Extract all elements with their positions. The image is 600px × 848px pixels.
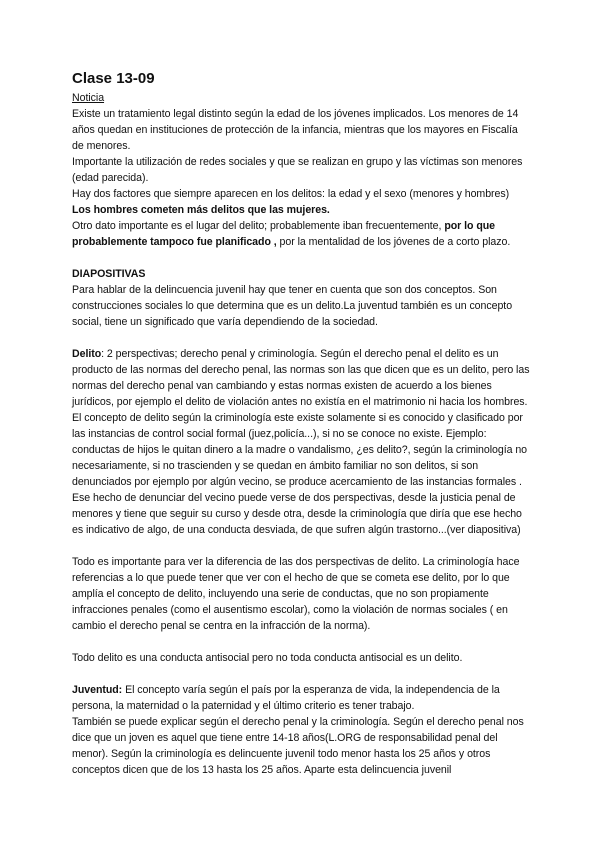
tambien-paragraph: También se puede explicar según el derecho penal y la criminología. Según el derecho penal nos dice que un joven es aquel que tiene entre 14-18 años(L.ORG de responsabilidad penal del menor). Según la criminología es delincuente juvenil todo menor hasta los 25 años y otros conceptos dicen que de los 13 hasta los 25 años. Aparte esta delincuencia juvenil xyxy=(72,716,524,776)
delito-label: Delito xyxy=(72,348,102,360)
document-page xyxy=(72,70,532,778)
diapositivas-heading-text: DIAPOSITIVAS xyxy=(72,268,146,280)
juventud-text: El concepto varía según el país por la esperanza de vida, la independencia de la persona, la maternidad o la paternidad y el último criterio es tener trabajo. xyxy=(72,684,500,712)
bold-statement: Los hombres cometen más delitos que las mujeres. xyxy=(72,204,330,216)
noticia-heading: Noticia xyxy=(72,92,105,104)
spacer xyxy=(72,634,532,650)
spacer xyxy=(72,538,532,554)
spacer xyxy=(72,330,532,346)
noticia-paragraph-2: Importante la utilización de redes sociales y que se realizan en grupo y las víctimas son menores (edad parecida). xyxy=(72,156,523,184)
juventud-label: Juventud: xyxy=(72,684,123,696)
delito-text: : 2 perspectivas; derecho penal y criminología. Según el derecho penal el delito es un producto de las normas del derecho penal, las normas son las que dicen que es un delito, pero las normas del derecho penal van cambiando y estas normas existen de acuerdo a los bienes jurídicos, por ejemplo el delito de violación antes no existía en el matrimonio ni hacia los hombres. El concepto de delito según la criminología este existe solamente si es conocido y clasificado por las instancias de control social formal (juez,policía...), si no se conoce no existe. Ejemplo: conductas de hijos le quitan dinero a la madre o vandalismo, ¿es delito?, según la criminología no necesariamente, si no trascienden y se quedan en ámbito familiar no son delitos, si son denunciados por ejemplo por algún vecino, se produce acercamiento de las instancias formales . Ese hecho de denunciar del vecino puede verse de dos perspectivas, desde la justicia penal de menores y tiene que seguir su curso y desde otra, desde la criminología que diría que ese hecho es indicativo de algo, de una conducta desviada, de que sufren algún trastorno...(ver diapositiva) xyxy=(72,348,530,536)
importante-paragraph: Todo es importante para ver la diferencia de las dos perspectivas de delito. La criminología hace referencias a lo que puede tener que ver con el hecho de que se cometa ese delito, por lo que amplía el concepto de delito, incluyendo una serie de conductas, que no son propiamente infracciones penales (como el ausentismo escolar), como la violación de normas sociales ( en cambio el derecho penal se centra en la infracción de la norma). xyxy=(72,556,520,632)
spacer xyxy=(72,666,532,682)
noticia-paragraph-3: Hay dos factores que siempre aparecen en los delitos: la edad y el sexo (menores y hombres) xyxy=(72,188,510,200)
diapositivas-heading xyxy=(72,266,532,282)
bold-run: por lo que probablemente tampoco fue planificado , xyxy=(72,220,496,248)
juventud-paragraph xyxy=(72,682,532,714)
noticia-paragraph-4 xyxy=(72,202,532,218)
diapositivas-intro: Para hablar de la delincuencia juvenil hay que tener en cuenta que son dos conceptos. Son construcciones sociales lo que determina que es un delito.La juventud también es un concepto social, tiene un significado que varía dependiendo de la sociedad. xyxy=(72,284,513,328)
noticia-paragraph-1: Existe un tratamiento legal distinto según la edad de los jóvenes implicados. Los menores de 14 años quedan en instituciones de protección de la infancia, mientras que los mayores en Fiscalía de menores. xyxy=(72,108,519,152)
text-run: por la mentalidad de los jóvenes de a corto plazo. xyxy=(276,236,511,248)
antisocial-paragraph: Todo delito es una conducta antisocial pero no toda conducta antisocial es un delito. xyxy=(72,652,463,664)
noticia-paragraph-5 xyxy=(72,218,532,250)
spacer xyxy=(72,250,532,266)
text-run: Otro dato importante es el lugar del delito; probablemente iban frecuentemente, xyxy=(72,220,445,232)
page-title: Clase 13-09 xyxy=(72,70,155,87)
delito-paragraph xyxy=(72,346,532,538)
